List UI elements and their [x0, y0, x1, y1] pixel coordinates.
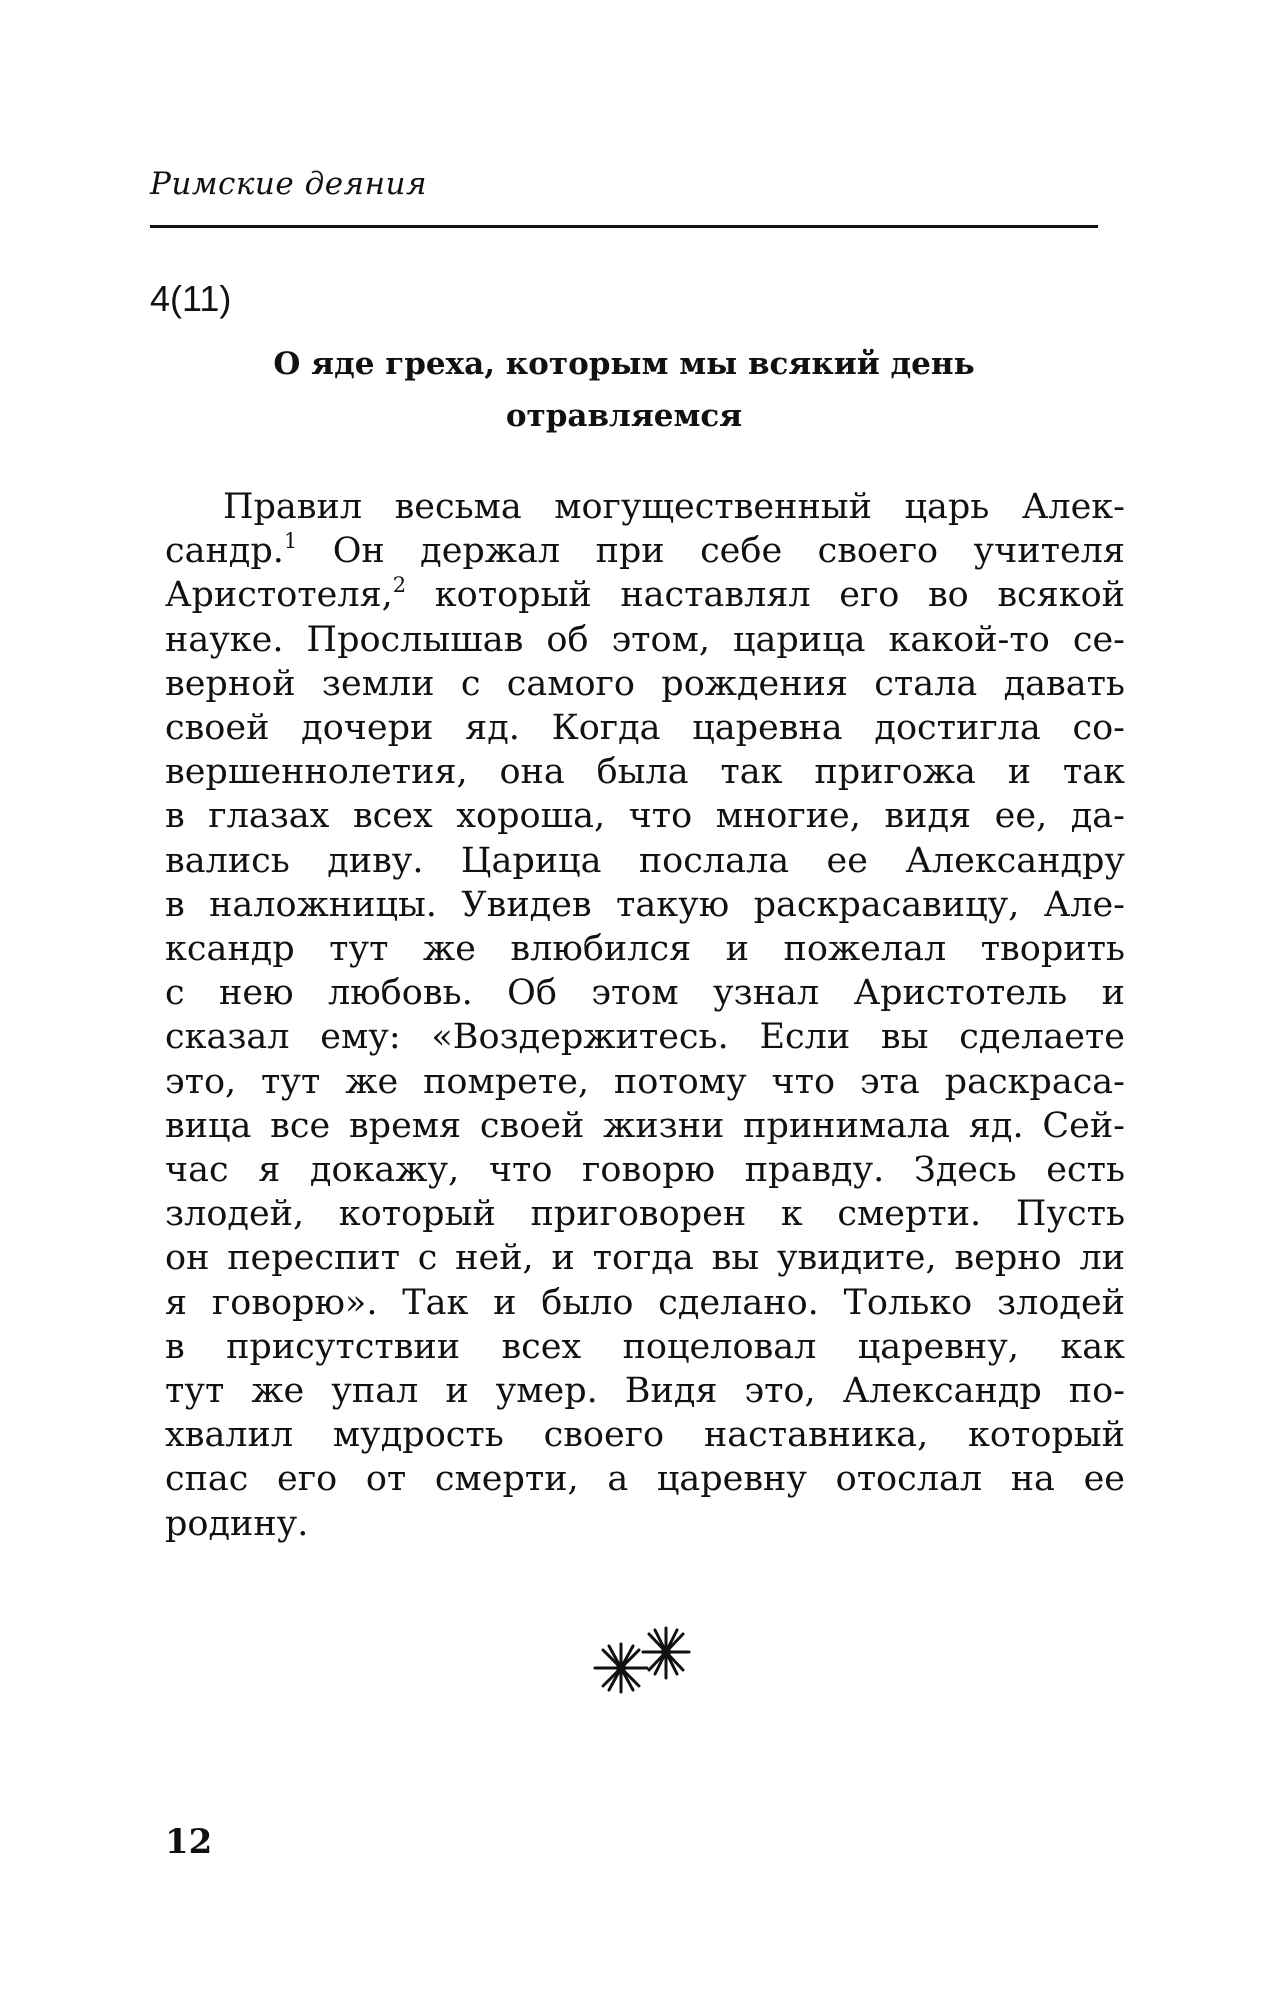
text-line: он переспит с ней, и тогда вы увидите, верно ли — [165, 1238, 1125, 1279]
text-line: с нею любовь. Об этом узнал Аристотель и — [165, 973, 1125, 1014]
text-line: вались диву. Царица послала ее Александру — [165, 840, 1125, 881]
header-rule — [150, 225, 1098, 228]
text-line: Аристотеля,$^2$ который наставлял его во всякой — [165, 572, 1125, 616]
text-line: я говорю». Так и было сделано. Только злодей — [165, 1282, 1125, 1323]
chapter-title — [150, 338, 1098, 442]
text-line: ксандр тут же влюбился и пожелал творить — [165, 929, 1125, 970]
text-line: своей дочери яд. Когда царевна достигла со- — [165, 708, 1125, 749]
text-line: верной земли с самого рождения стала давать — [165, 663, 1125, 704]
text-line: тут же упал и умер. Видя это, Александр по- — [165, 1371, 1125, 1412]
text-line: хвалил мудрость своего наставника, который — [165, 1415, 1125, 1456]
text-line: час я докажу, что говорю правду. Здесь есть — [165, 1150, 1125, 1191]
running-head: Римские деяния — [150, 166, 427, 202]
text-line: это, тут же помрете, потому что эта раскраса- — [165, 1061, 1125, 1102]
footnote-ref: 2 — [392, 572, 407, 597]
text-line: вица все время своей жизни принимала яд. Сей- — [165, 1105, 1125, 1146]
chapter-title-line: О яде греха, которым мы всякий день — [273, 346, 975, 382]
text-line: в наложницы. Увидев такую раскрасавицу, Але- — [165, 884, 1125, 925]
chapter-title-line: отравляемся — [505, 398, 743, 434]
text-line: в глазах всех хороша, что многие, видя ее, да- — [165, 796, 1125, 837]
footnote-ref: 1 — [283, 528, 298, 553]
chapter-number: 4(11) — [150, 278, 232, 319]
text-line: родину. — [165, 1503, 309, 1544]
star-pair-icon — [585, 1620, 695, 1700]
text-line: сказал ему: «Воздержитесь. Если вы сделаете — [165, 1017, 1125, 1058]
text-line: науке. Прослышав об этом, царица какой-то се- — [165, 619, 1125, 660]
text-line: сандр.$^1$ Он держал при себе своего учителя — [165, 528, 1125, 572]
text-line: злодей, который приговорен к смерти. Пусть — [165, 1194, 1125, 1235]
body-text — [165, 485, 1125, 1546]
page-number: 12 — [165, 1822, 213, 1862]
text-line: в присутствии всех поцеловал царевну, как — [165, 1326, 1125, 1367]
text-line: Правил весьма могущественный царь Алек- — [223, 487, 1125, 527]
text-line: спас его от смерти, а царевну отослал на ее — [165, 1459, 1125, 1500]
text-line: вершеннолетия, она была так пригожа и так — [165, 752, 1125, 793]
